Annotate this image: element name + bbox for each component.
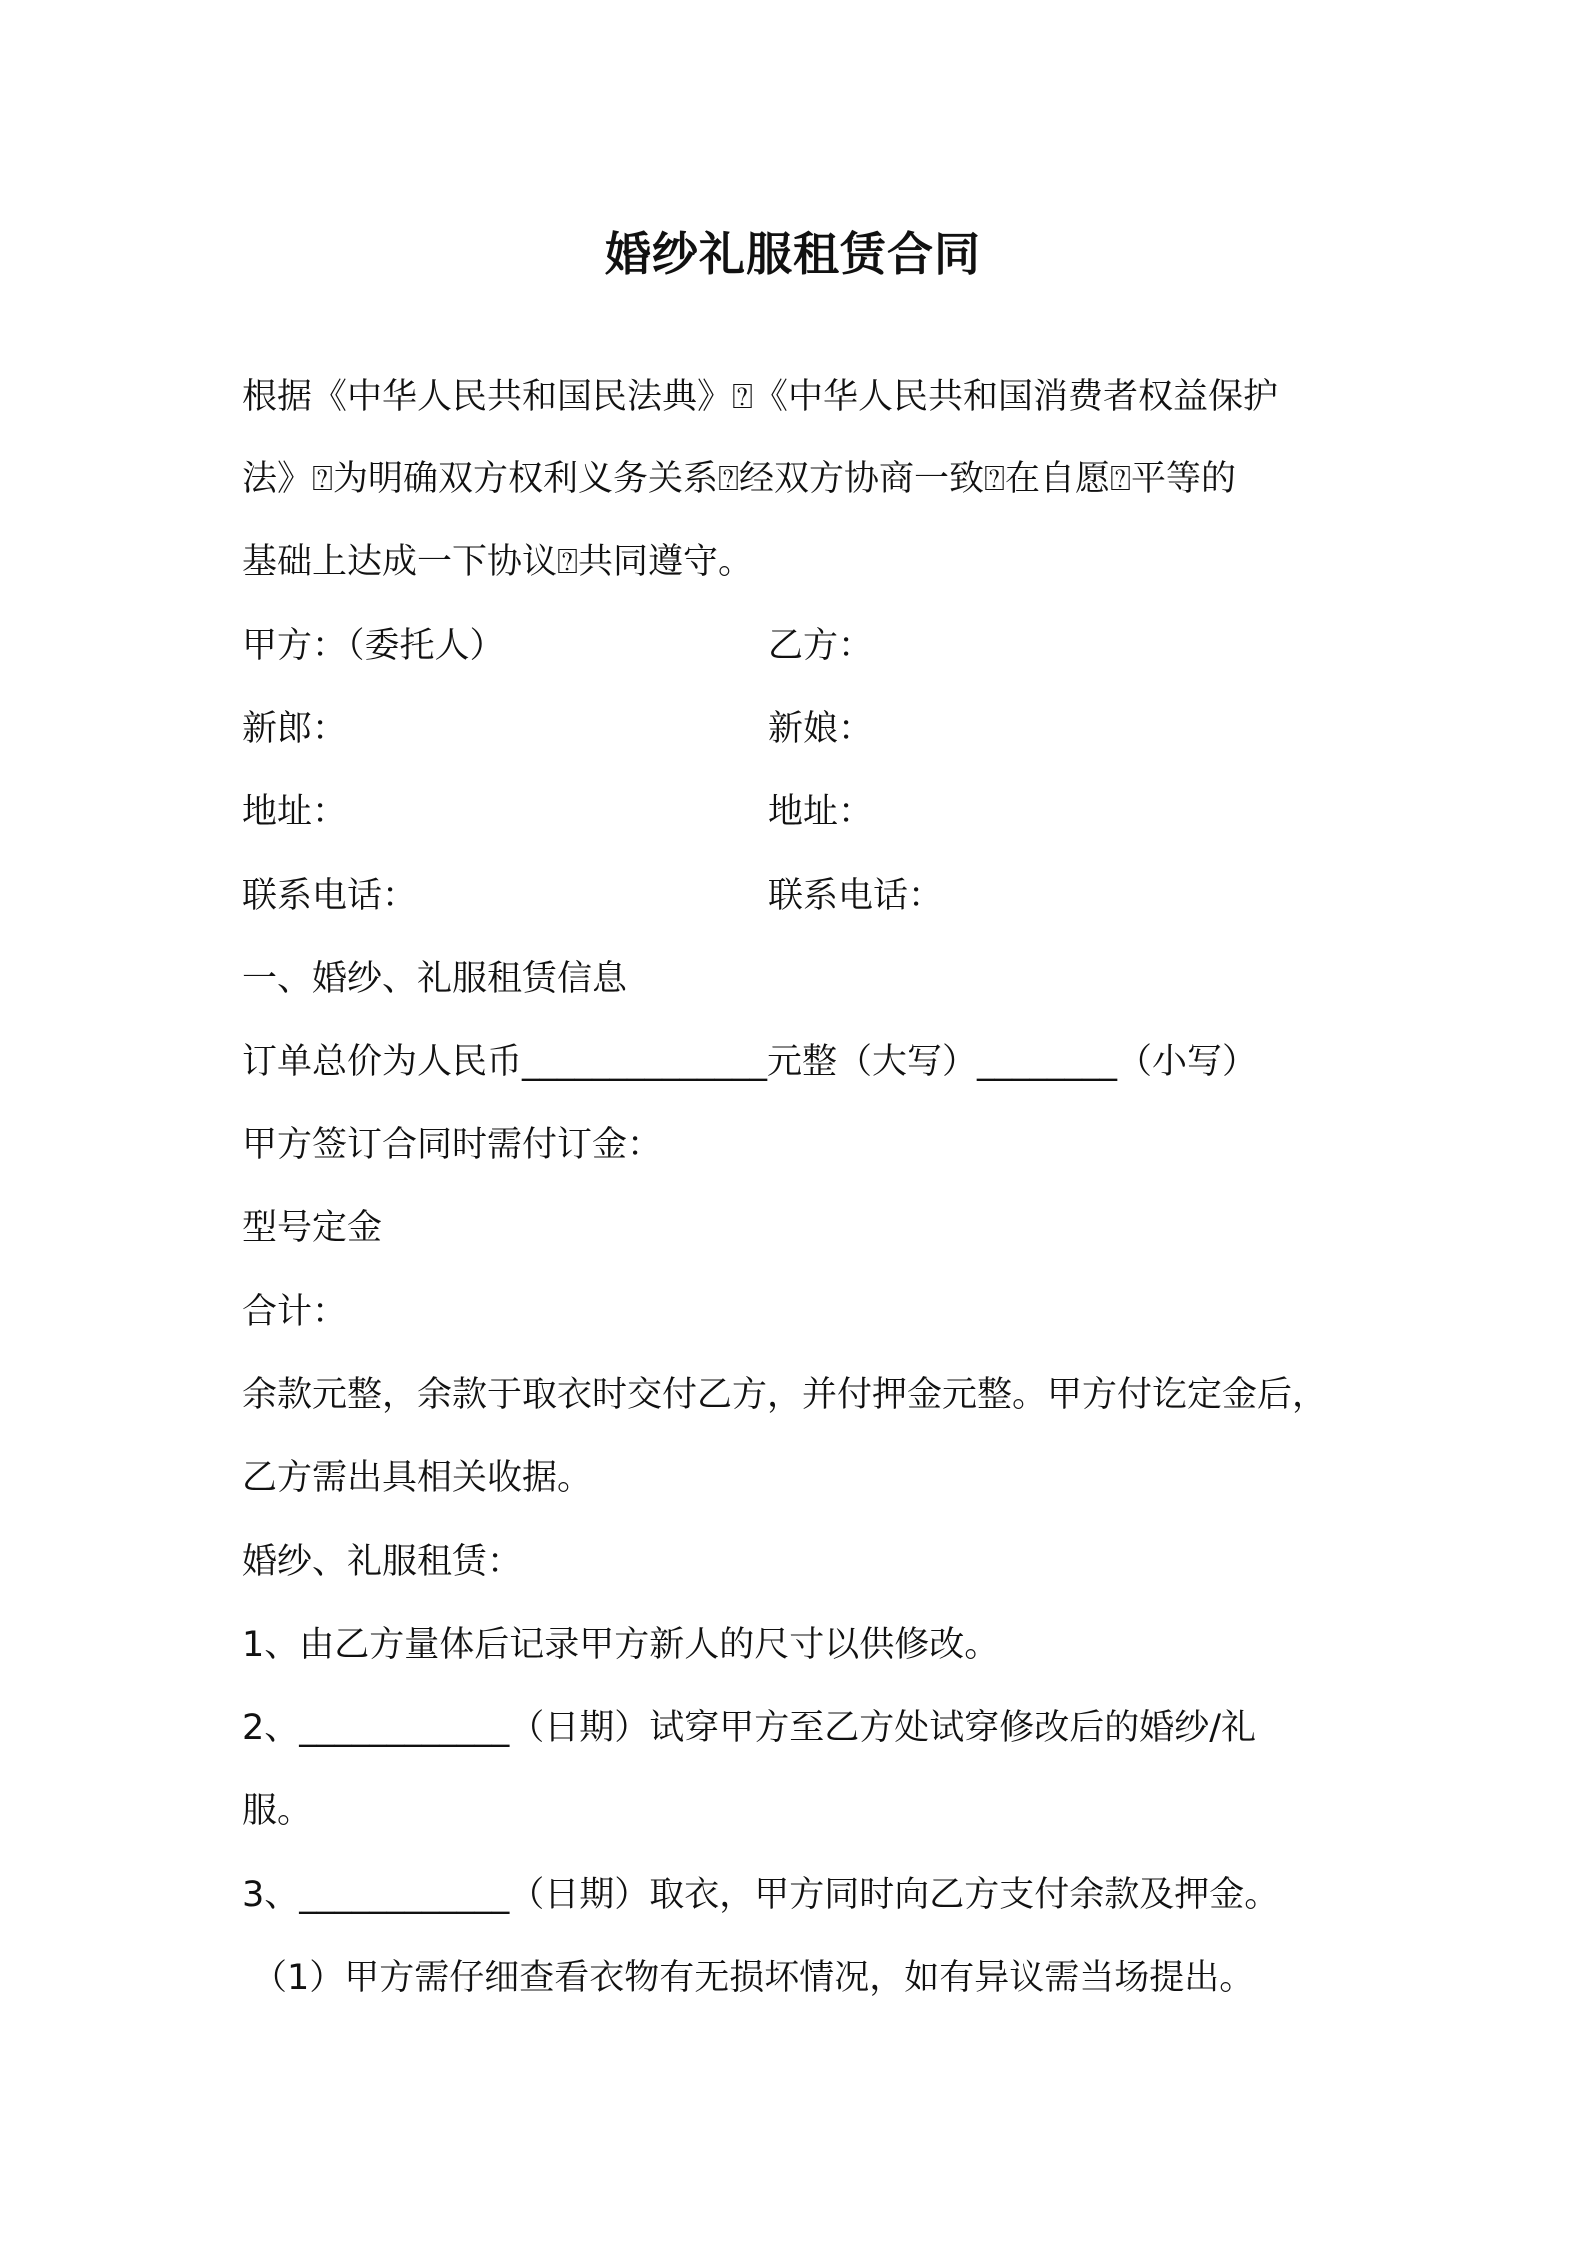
preamble-line-2: 法》⍰为明确双方权利义务关系⍰经双方协商一致⍰在自愿⍰平等的 [242,459,1237,499]
party-a-label: 甲方：（委托人） [242,626,505,666]
subtotal-label: 合计： [242,1292,348,1332]
model-deposit-label: 型号定金 [242,1208,383,1248]
clause-3-sub-1: （1）甲方需仔细查看衣物有无损坏情况，如有异议需当场提出。 [252,1958,1255,1998]
document-title: 婚纱礼服租赁合同 [605,227,981,281]
section-1-heading: 一、婚纱、礼服租赁信息 [242,959,628,999]
phone-b-label: 联系电话： [768,876,944,916]
total-price-line: 订单总价为人民币______________元整（大写）________（小写） [242,1042,1258,1082]
groom-label: 新郎： [242,709,348,749]
balance-line-2: 乙方需出具相关收据。 [242,1458,593,1498]
address-b-label: 地址： [768,792,874,832]
clause-1: 1、由乙方量体后记录甲方新人的尺寸以供修改。 [242,1625,1000,1665]
address-a-label: 地址： [242,792,348,832]
preamble-line-3: 基础上达成一下协议⍰共同遵守。 [242,542,754,582]
preamble-line-1: 根据《中华人民共和国民法典》⍰《中华人民共和国消费者权益保护 [242,377,1279,417]
clause-2-line-1: 2、____________（日期）试穿甲方至乙方处试穿修改后的婚纱/礼 [242,1708,1257,1748]
clause-3: 3、____________（日期）取衣，甲方同时向乙方支付余款及押金。 [242,1875,1280,1915]
balance-line-1: 余款元整，余款于取衣时交付乙方，并付押金元整。甲方付讫定金后， [242,1375,1328,1415]
bride-label: 新娘： [768,709,874,749]
phone-a-label: 联系电话： [242,876,418,916]
clause-2-line-2: 服。 [242,1791,313,1831]
rental-heading: 婚纱、礼服租赁： [242,1542,523,1582]
deposit-label: 甲方签订合同时需付订金： [242,1125,663,1165]
party-b-label: 乙方： [768,626,874,666]
